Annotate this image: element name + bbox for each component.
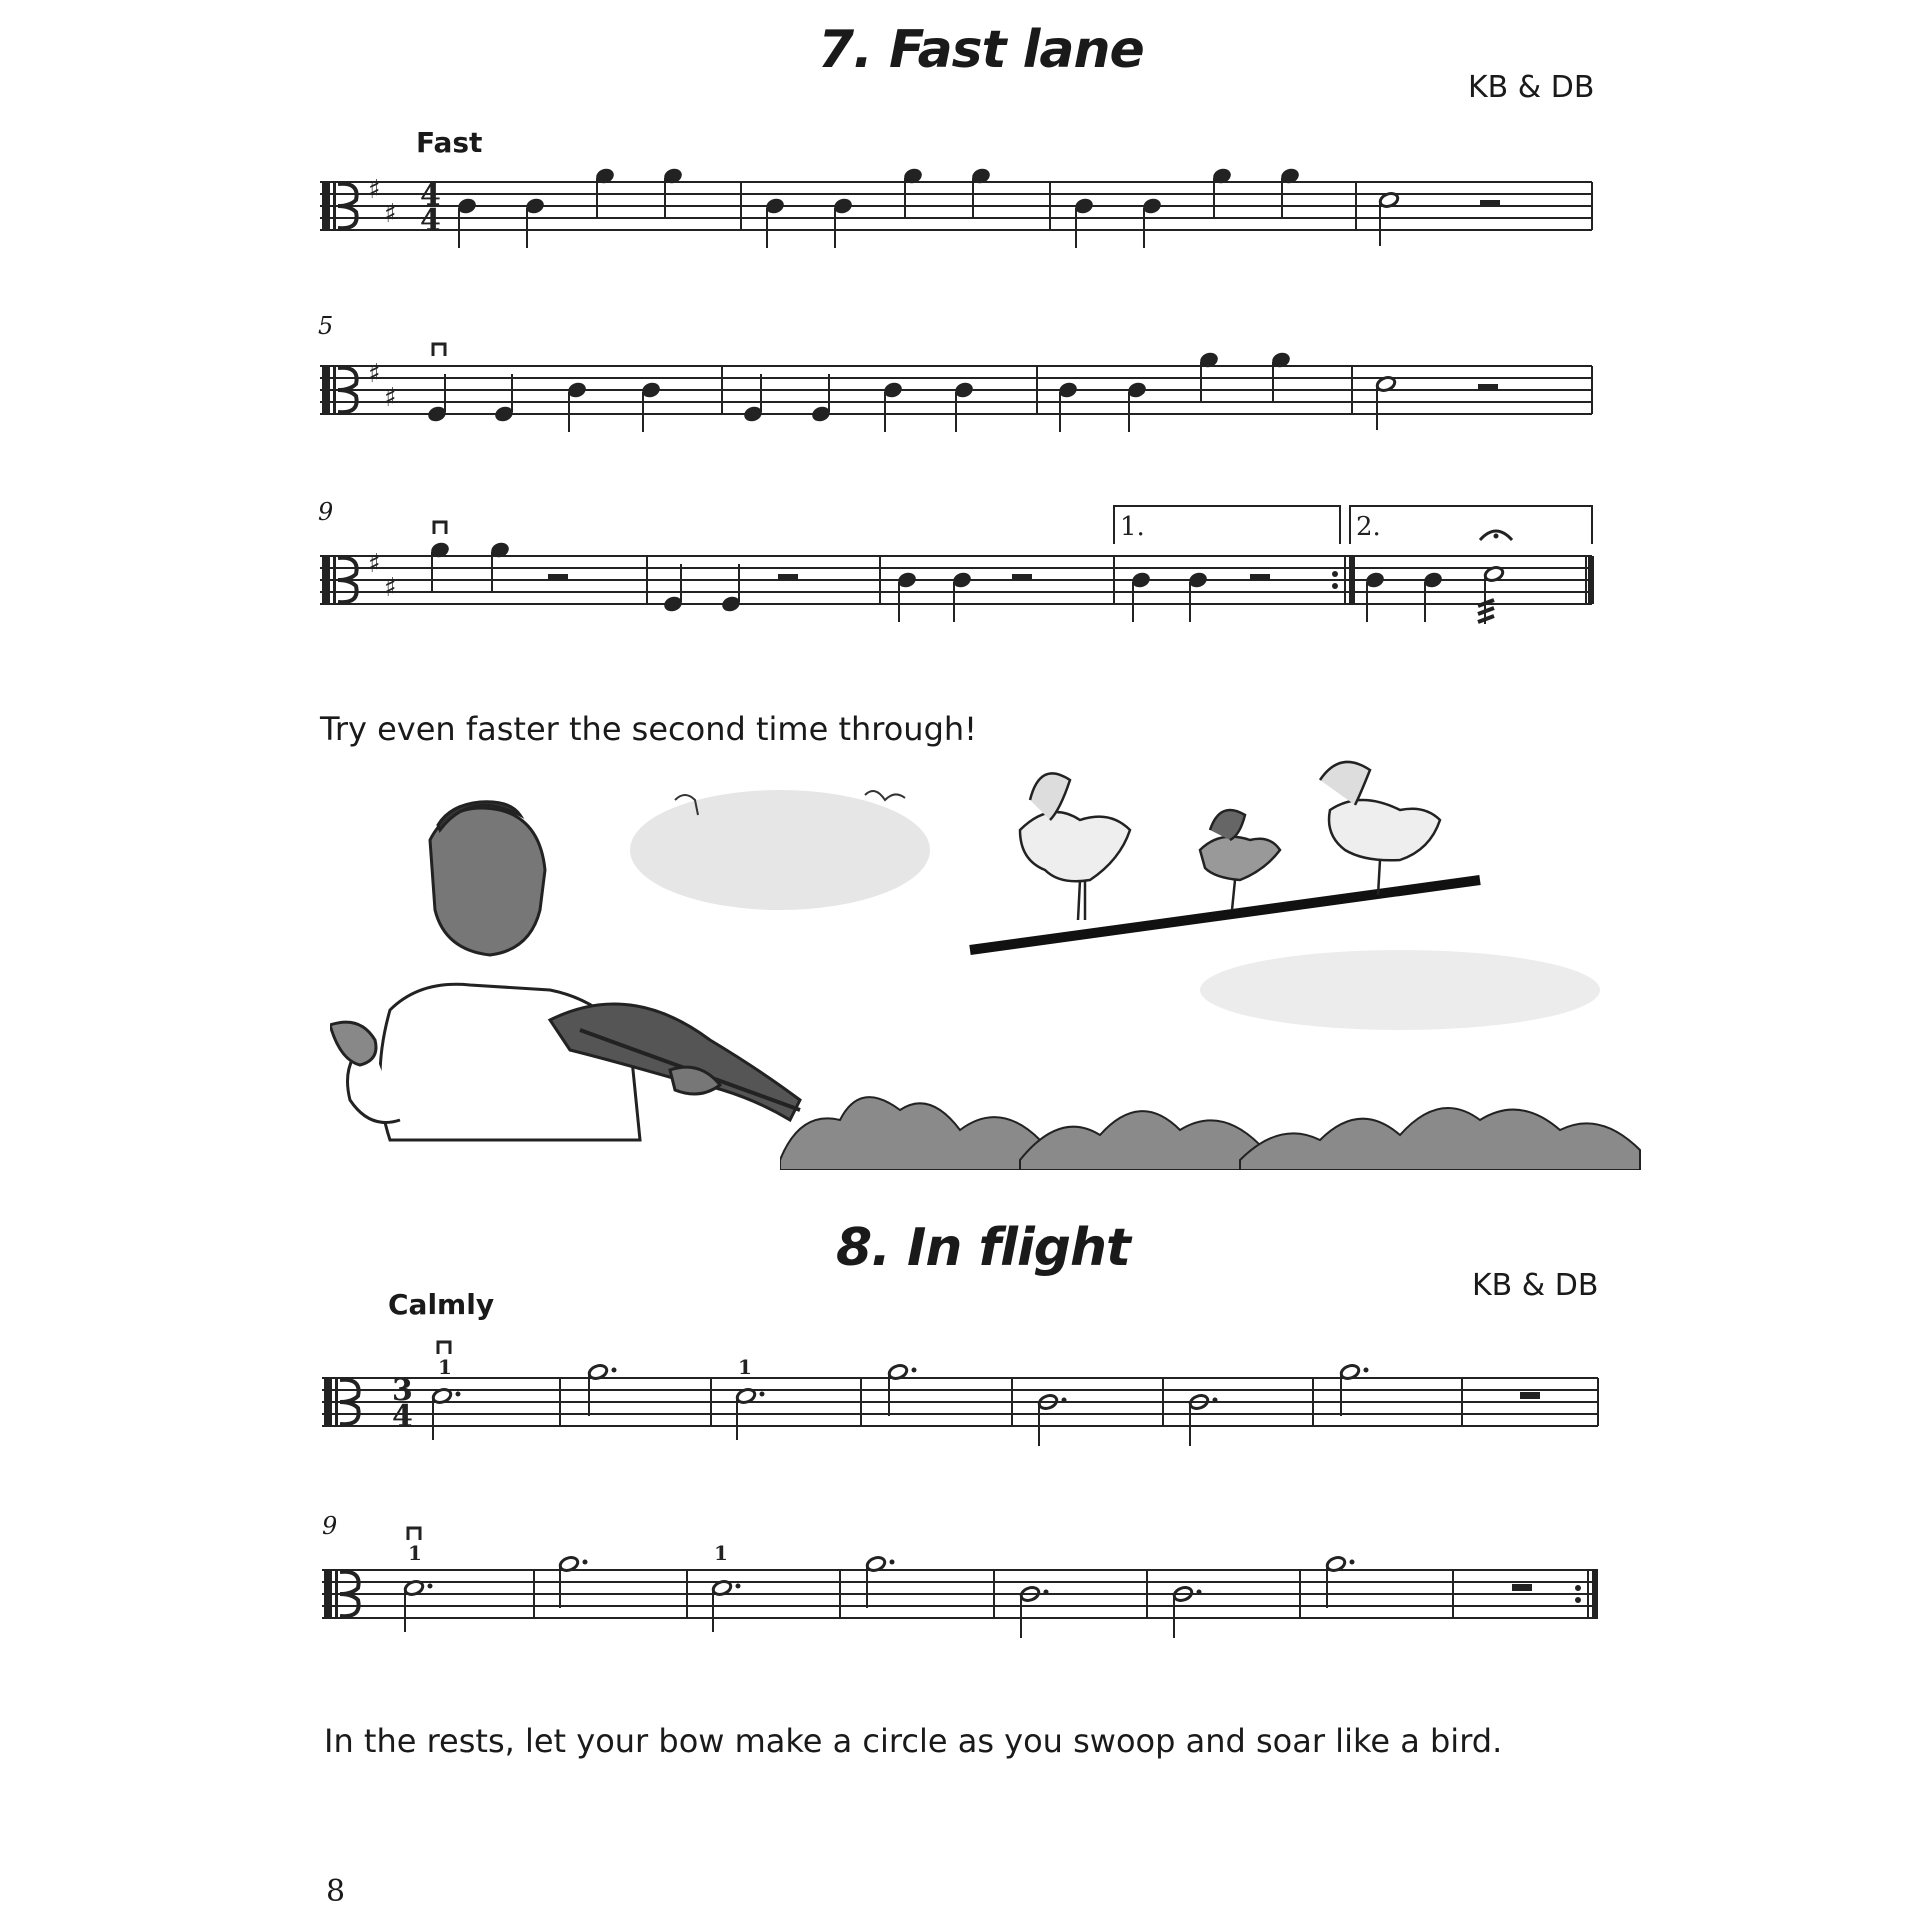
bar-number: 9 — [318, 498, 334, 526]
piece-7-staff-1 — [0, 150, 1920, 270]
down-bow-icon — [438, 1342, 450, 1354]
bar-number: 9 — [322, 1512, 338, 1540]
piece-7-title: 7. Fast lane — [818, 20, 1144, 80]
down-bow-icon — [408, 1528, 420, 1540]
fingering: 1 — [714, 1541, 728, 1565]
sharp-icon: ♯ — [368, 175, 381, 205]
fingering: 1 — [408, 1541, 422, 1565]
piece-8-caption: In the rests, let your bow make a circle as you swoop and soar like a bird. — [324, 1722, 1503, 1760]
piece-7-staff-3 — [0, 500, 1920, 650]
time-sig-top: 3 — [392, 1373, 413, 1408]
down-bow-icon — [434, 522, 446, 534]
bushes-illustration — [780, 1050, 1680, 1170]
time-sig-top: 4 — [420, 178, 441, 213]
piece-7-staff-2 — [0, 330, 1920, 450]
bird-silhouette-icon — [865, 791, 905, 800]
sharp-icon: ♯ — [384, 199, 397, 229]
piece-8-staff-1 — [0, 1330, 1920, 1450]
sharp-icon: ♯ — [368, 549, 381, 579]
fingering: 1 — [738, 1355, 752, 1379]
bird-icon — [1020, 773, 1130, 920]
time-sig-bottom: 4 — [420, 203, 441, 238]
bird-icon — [1200, 810, 1280, 910]
piece-8-tempo: Calmly — [388, 1288, 495, 1321]
volta-2-label: 2. — [1356, 512, 1381, 542]
piece-8-staff-2 — [0, 1520, 1920, 1650]
bird-icon — [1320, 762, 1440, 895]
volta-2 — [1350, 506, 1592, 544]
bar-number: 5 — [318, 312, 334, 340]
piece-7-caption: Try even faster the second time through! — [320, 710, 977, 748]
piece-7-composer: KB & DB — [1468, 70, 1595, 105]
piece-7-tempo: Fast — [416, 126, 483, 159]
down-bow-icon — [433, 344, 445, 356]
sharp-icon: ♯ — [384, 573, 397, 603]
sharp-icon: ♯ — [368, 359, 381, 389]
sharp-icon: ♯ — [384, 383, 397, 413]
birds-on-bow-illustration — [960, 740, 1520, 960]
volta-1-label: 1. — [1120, 512, 1145, 542]
bow-icon — [970, 880, 1480, 950]
fingering: 1 — [438, 1355, 452, 1379]
time-sig-bottom: 4 — [392, 1399, 413, 1434]
piece-8-composer: KB & DB — [1472, 1268, 1599, 1303]
page-number: 8 — [326, 1874, 346, 1909]
volta-1 — [1114, 506, 1340, 544]
piece-8-title: 8. In flight — [836, 1218, 1130, 1278]
